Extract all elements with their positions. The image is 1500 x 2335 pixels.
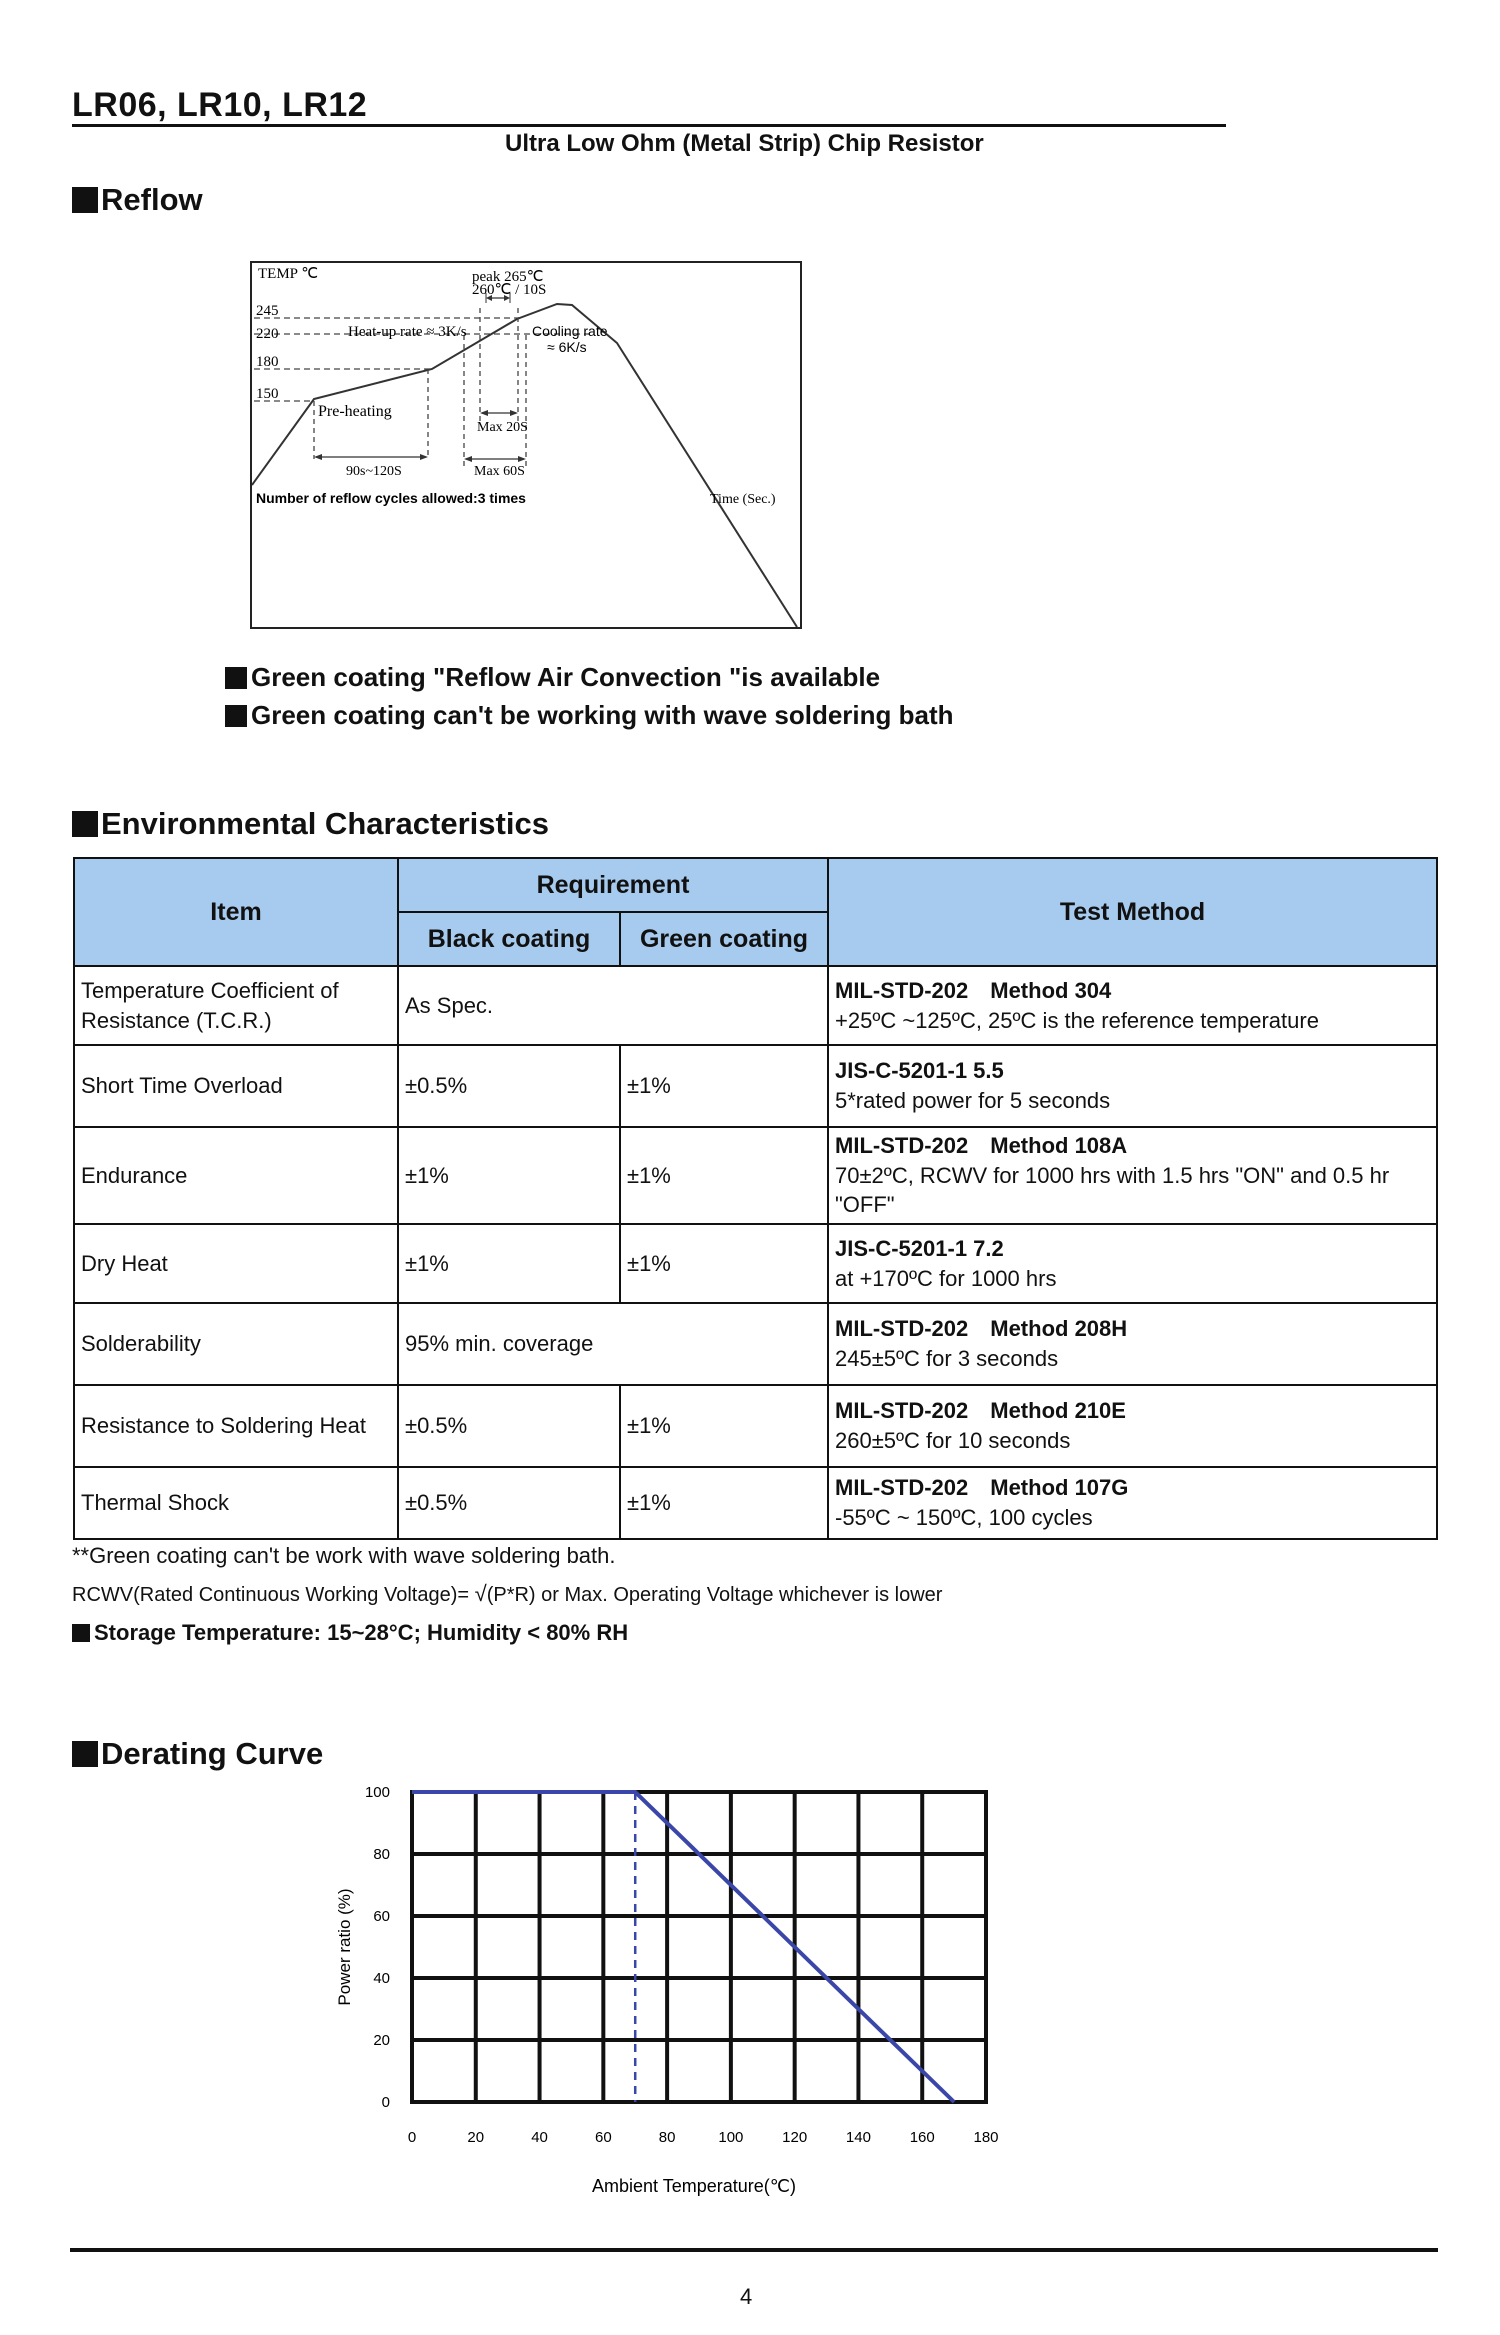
reflow-note-1: Green coating "Reflow Air Convection "is available [225, 662, 880, 693]
reflow-ylabel: TEMP ℃ [258, 266, 319, 282]
square-bullet-icon [72, 1624, 90, 1642]
tick-245: 245 [256, 303, 279, 319]
square-bullet-icon [72, 1741, 98, 1767]
tick-180: 180 [256, 354, 279, 370]
table-row: Temperature Coefficient of Resistance (T.C.R.) As Spec. MIL-STD-202 Method 304 +25ºC ~125ºC, 25ºC is the reference temperature [74, 966, 1437, 1045]
y-tick-label: 20 [373, 2032, 390, 2049]
reflow-xlabel: Time (Sec.) [710, 492, 776, 507]
table-row: Endurance ±1% ±1% MIL-STD-202 Method 108A 70±2ºC, RCWV for 1000 hrs with 1.5 hrs "ON" and 0.5 hr "OFF" [74, 1127, 1437, 1224]
y-tick-label: 100 [364, 1784, 390, 1801]
x-tick-label: 180 [973, 2129, 999, 2146]
derating-heading-text: Derating Curve [101, 1736, 324, 1771]
table-row: Short Time Overload ±0.5% ±1% JIS-C-5201-1 5.5 5*rated power for 5 seconds [74, 1045, 1437, 1127]
reflow-cycles-note: Number of reflow cycles allowed:3 times [256, 490, 526, 506]
x-axis-label: Ambient Temperature(℃) [592, 2176, 796, 2196]
header-green-coating: Green coating [620, 912, 828, 966]
document-subtitle: Ultra Low Ohm (Metal Strip) Chip Resistor [505, 130, 984, 157]
x-tick-label: 100 [718, 2129, 744, 2146]
reflow-profile-svg [252, 263, 800, 627]
reflow-profile-chart [250, 261, 802, 629]
title-rule [72, 124, 1226, 127]
max60-label: Max 60S [474, 464, 525, 479]
derating-heading [72, 1736, 323, 1772]
x-tick-label: 20 [467, 2129, 485, 2146]
header-test-method: Test Method [828, 858, 1437, 966]
reflow-heading [72, 182, 203, 218]
x-tick-label: 80 [658, 2129, 676, 2146]
header-black-coating: Black coating [398, 912, 620, 966]
table-row: Resistance to Soldering Heat ±0.5% ±1% MIL-STD-202 Method 210E 260±5ºC for 10 seconds [74, 1385, 1437, 1467]
header-item: Item [74, 858, 398, 966]
derating-chart [320, 1780, 1020, 2220]
preheat-label: Pre-heating [318, 403, 392, 420]
cooling-label-1: Cooling rate [532, 323, 608, 339]
page-number: 4 [740, 2284, 753, 2309]
environmental-table [73, 857, 1438, 1540]
square-root-icon: √ [474, 1581, 487, 1606]
x-tick-label: 160 [909, 2129, 935, 2146]
environmental-heading-text: Environmental Characteristics [101, 806, 549, 841]
green-coating-footnote: **Green coating can't be work with wave soldering bath. [72, 1543, 616, 1568]
table-row: Thermal Shock ±0.5% ±1% MIL-STD-202 Method 107G -55ºC ~ 150ºC, 100 cycles [74, 1467, 1437, 1539]
y-axis-label: Power ratio (%) [335, 1888, 354, 2006]
x-tick-label: 40 [531, 2129, 548, 2146]
derating-series-line [412, 1792, 954, 2102]
table-row: Dry Heat ±1% ±1% JIS-C-5201-1 7.2 at +170ºC for 1000 hrs [74, 1224, 1437, 1303]
x-tick-label: 0 [407, 2129, 417, 2146]
document-title: LR06, LR10, LR12 [72, 86, 368, 124]
y-tick-label: 60 [373, 1908, 390, 1925]
x-tick-label: 140 [845, 2129, 871, 2146]
y-tick-label: 40 [373, 1970, 390, 1987]
storage-note: Storage Temperature: 15~28°C; Humidity < 80% RH [72, 1620, 628, 1646]
peak-label-2: 260℃ / 10S [472, 282, 547, 298]
x-tick-label: 120 [782, 2129, 808, 2146]
tick-150: 150 [256, 386, 279, 402]
plot-frame [412, 1792, 986, 2102]
cooling-label-2: ≈ 6K/s [547, 339, 587, 355]
square-bullet-icon [72, 187, 98, 213]
footer-rule [70, 2248, 1438, 2252]
square-bullet-icon [225, 705, 247, 727]
square-bullet-icon [72, 811, 98, 837]
square-bullet-icon [225, 667, 247, 689]
tick-220: 220 [256, 326, 279, 342]
x-tick-label: 60 [594, 2129, 612, 2146]
peak-label-1: peak 265℃ [472, 269, 544, 285]
preheat-time-label: 90s~120S [346, 464, 402, 479]
heatup-label: Heat-up rate ≈ 3K/s [348, 324, 467, 340]
y-tick-label: 0 [381, 2094, 390, 2111]
rcwv-footnote: RCWV(Rated Continuous Working Voltage)= √(P*R) or Max. Operating Voltage whichever is lower [72, 1581, 943, 1606]
reflow-heading-text: Reflow [101, 182, 203, 217]
table-row: Solderability 95% min. coverage MIL-STD-202 Method 208H 245±5ºC for 3 seconds [74, 1303, 1437, 1385]
max20-label: Max 20S [477, 420, 528, 435]
environmental-heading [72, 806, 549, 842]
header-requirement: Requirement [398, 858, 828, 912]
y-tick-label: 80 [373, 1846, 390, 1863]
reflow-note-2: Green coating can't be working with wave soldering bath [225, 700, 954, 731]
